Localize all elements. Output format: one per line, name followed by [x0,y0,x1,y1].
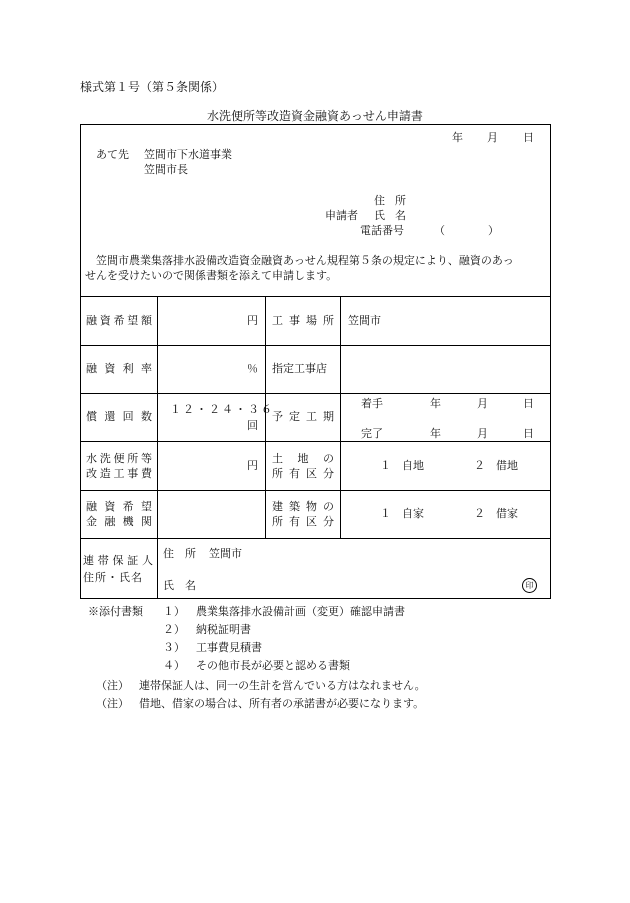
col-rule-right-label [340,296,341,538]
cost-label-line-2: 改 造 工 事 費 [86,467,152,480]
attachments-label: ※添付書類 [88,605,143,618]
schedule-start-label: 着手 [361,397,383,410]
guarantor-address-value: 笠間市 [209,547,242,560]
cost-unit: 円 [247,459,258,472]
table-top-rule [80,296,551,297]
statement-line-2: せんを受けたいので関係書類を添えて申請します。 [85,269,338,282]
addressee-line-2: 笠間市長 [144,163,188,176]
note-1-text: 連帯保証人は、同一の生計を営んでいる方はなれません。 [139,679,426,692]
bank-label-line-2: 金 融 機 関 [86,515,152,528]
schedule-end-year: 年 [430,427,441,440]
applicant-label: 申請者 [325,209,358,222]
schedule-end-day: 日 [523,427,534,440]
attachment-1-number: １） [163,605,185,618]
loan-amount-unit: 円 [247,314,258,327]
guarantor-name-label: 氏 名 [163,579,196,592]
attachment-2-number: ２） [163,623,185,636]
repayment-label: 償 還 回 数 [86,410,152,423]
schedule-label: 予 定 工 期 [272,410,334,423]
col-rule-label [157,296,158,599]
land-option-2: ２ 借地 [474,459,518,472]
land-label-line-2: 所 有 区 分 [272,467,334,480]
statement-line-1: 笠間市農業集落排水設備改造資金融資あっせん規程第５条の規定により、融資のあっ [96,254,514,267]
interest-rate-label: 融 資 利 率 [86,362,152,375]
cost-label-line-1: 水 洗 便 所 等 [86,452,152,465]
attachment-3-text: 工事費見積書 [196,641,262,654]
phone-close-paren: ） [488,224,499,237]
row-rule-1 [80,345,551,346]
work-place-value: 笠間市 [348,314,381,327]
attachment-4-number: ４） [163,659,185,672]
interest-rate-unit: ％ [247,362,258,375]
repayment-unit: 回 [247,419,258,432]
land-label-line-1: 土 地 の [272,452,334,465]
building-label-line-1: 建 築 物 の [272,500,334,513]
attachment-1-text: 農業集落排水設備計画（変更）確認申請書 [196,605,405,618]
work-place-label: 工 事 場 所 [272,314,334,327]
building-option-2: ２ 借家 [474,507,518,520]
document-title: 水洗便所等改造資金融資あっせん申請書 [207,109,423,123]
attachment-4-text: その他市長が必要と認める書類 [196,659,350,672]
schedule-end-month: 月 [477,427,488,440]
date-month-label: 月 [487,131,498,144]
guarantor-label-line-1: 連 帯 保 証 人 [83,554,153,567]
addressee-line-1: 笠間市下水道事業 [144,148,232,161]
repayment-value: １２・２４・３６ [170,403,274,416]
building-option-1: １ 自家 [380,507,424,520]
bank-label-line-1: 融 資 希 望 [86,500,152,513]
attachment-2-text: 納税証明書 [196,623,251,636]
schedule-end-label: 完了 [361,427,383,440]
row-rule-5 [80,538,551,539]
loan-amount-label: 融 資 希 望 額 [86,314,152,327]
note-1-label: （注） [96,679,129,692]
schedule-start-day: 日 [523,397,534,410]
schedule-start-month: 月 [477,397,488,410]
applicant-name-label: 氏 名 [374,209,406,222]
applicant-address-label: 住 所 [374,194,406,207]
addressee-prefix: あて先 [96,148,129,161]
seal-mark-icon: 印 [522,578,537,593]
attachment-3-number: ３） [163,641,185,654]
row-rule-4 [80,490,551,491]
row-rule-3 [80,441,551,442]
date-day-label: 日 [523,131,534,144]
col-rule-mid [265,296,266,538]
date-year-label: 年 [452,131,463,144]
applicant-phone-label: 電話番号 [360,224,404,237]
schedule-start-year: 年 [430,397,441,410]
note-2-label: （注） [96,697,129,710]
building-label-line-2: 所 有 区 分 [272,515,334,528]
row-rule-2 [80,393,551,394]
guarantor-label-line-2: 住所・氏名 [83,571,143,584]
land-option-1: １ 自地 [380,459,424,472]
note-2-text: 借地、借家の場合は、所有者の承諾書が必要になります。 [139,697,425,710]
guarantor-address-label: 住 所 [163,547,196,560]
contractor-label: 指定工事店 [272,362,327,375]
form-number: 様式第１号（第５条関係） [80,80,225,94]
phone-open-paren: （ [434,224,445,237]
